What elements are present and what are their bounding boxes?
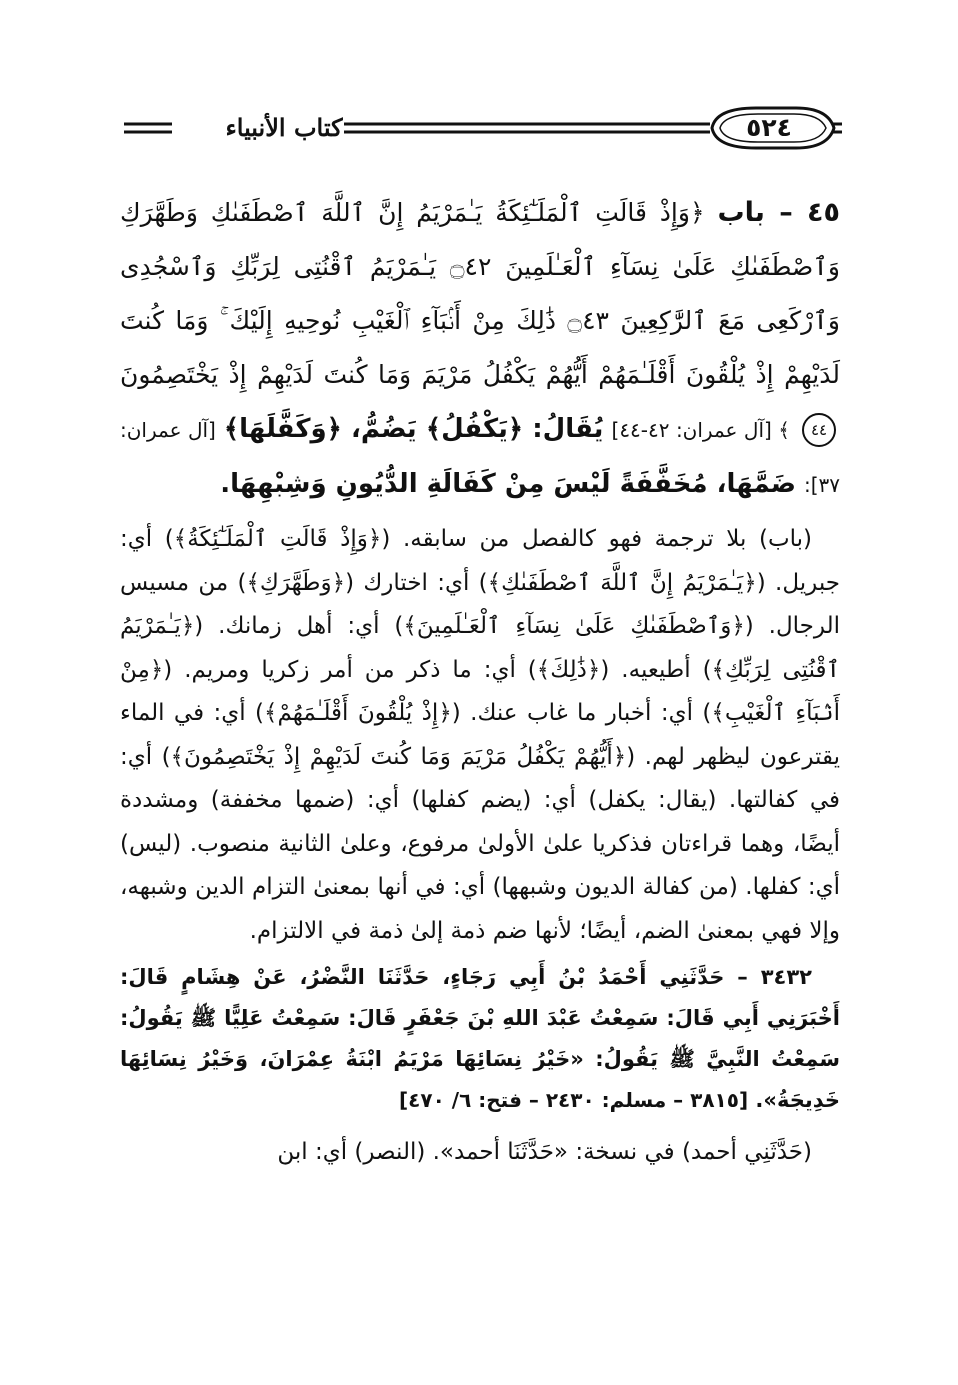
hadith-references: [٣٨١٥ – مسلم: ٢٤٣٠ – فتح: ٦/ ٤٧٠]	[399, 1088, 749, 1112]
running-title: كتاب الأنبياء	[225, 113, 343, 142]
main-text	[120, 186, 840, 1174]
verse-end-marker: ٤٤	[802, 413, 836, 447]
surah-reference: ﴾ [آل عمران: ٤٢-٤٤]	[611, 418, 790, 442]
commentary-paragraph: (باب) بلا ترجمة فهو كالفصل من سابقه. (﴿وَإِذْ قَالَتِ ٱلْمَلَـٰٓئِكَةُ﴾) أي: جبريل. (﴿يَـٰمَرْيَمُ إِنَّ ٱللَّهَ ٱصْطَفَىٰكِ﴾) أي: اختارك (﴿وَطَهَّرَكِ﴾) من مسيس الرجال. (﴿وَٱصْطَفَىٰكِ عَلَىٰ نِسَآءِ ٱلْعَـٰلَمِينَ﴾) أي: أهل زمانك. (﴿يَـٰمَرْيَمُ ٱقْنُتِى لِرَبِّكِ﴾) أطيعيه. (﴿ذَٰلِكَ﴾) أي: ما ذكر من أمر زكريا ومريم. (﴿مِنْ أَنۢبَآءِ ٱلْغَيْبِ﴾) أي: أخبار ما غاب عنك. (﴿إِذْ يُلْقُونَ أَقْلَـٰمَهُمْ﴾) أي: في الماء يقترعون ليظهر لهم. (﴿أَيُّهُمْ يَكْفُلُ مَرْيَمَ وَمَا كُنتَ لَدَيْهِمْ إِذْ يَخْتَصِمُونَ﴾) أي: في كفالتها. (يقال: يكفل) أي: (يضم كفلها) أي: (ضمها مخففة) ومشددة أيضًا، وهما قراءتان فذكريا علىٰ الأولىٰ مرفوع، وعلىٰ الثانية منصوب. (ليس) أي: كفلها. (من كفالة الديون وشبهها) أي: في أنها بمعنىٰ التزام الدين وشبهه، وإلا فهي بمعنىٰ الضم، أيضًا؛ لأنها ضم ذمة إلىٰ ذمة في الالتزام.	[120, 526, 840, 944]
chapter-number: ٤٥ – باب	[717, 197, 840, 228]
commentary-paragraph-2: (حَدَّثَنِي أحمد) في نسخة: «حَدَّثَنَا أحمد». (النصر) أي: ابن	[277, 1139, 812, 1165]
page-number: ٥٢٤	[746, 113, 792, 142]
chapter-heading	[120, 186, 840, 512]
quran-verses: ﴿وَإِذْ قَالَتِ ٱلْمَلَـٰٓئِكَةُ يَـٰمَرْيَمُ إِنَّ ٱللَّهَ ٱصْطَفَىٰكِ وَطَهَّرَكِ وَٱصْطَفَىٰكِ عَلَىٰ نِسَآءِ ٱلْعَـٰلَمِينَ ۝٤٢ يَـٰمَرْيَمُ ٱقْنُتِى لِرَبِّكِ وَٱسْجُدِى وَٱرْكَعِى مَعَ ٱلرَّٰكِعِينَ ۝٤٣ ذَٰلِكَ مِنْ أَنۢبَآءِ ٱلْغَيْبِ نُوحِيهِ إِلَيْكَ ۚ وَمَا كُنتَ لَدَيْهِمْ إِذْ يُلْقُونَ أَقْلَـٰمَهُمْ أَيُّهُمْ يَكْفُلُ مَرْيَمَ وَمَا كُنتَ لَدَيْهِمْ إِذْ يَخْتَصِمُونَ	[120, 198, 841, 389]
hadith-text: ٣٤٣٢ – حَدَّثَنِي أَحْمَدُ بْنُ أَبِي رَجَاءٍ، حَدَّثَنَا النَّضْرُ، عَنْ هِشَامٍ قَالَ: أَخْبَرَنِي أَبِي قَالَ: سَمِعْتُ عَبْدَ اللهِ بْنَ جَعْفَرٍ قَالَ: سَمِعْتُ عَلِيًّا ﷺ يَقُولُ: سَمِعْتُ النَّبِيَّ ﷺ يَقُولُ: «خَيْرُ نِسَائِهَا مَرْيَمُ ابْنَةُ عِمْرَانَ، وَخَيْرُ نِسَائِهَا خَدِيجَةُ».	[120, 965, 840, 1112]
surah-reference-2: [آل عمران: ٣٧]:	[120, 418, 840, 497]
lexical-note: يُقَالُ: ﴿يَكْفُلُ﴾ يَضُمُّ، ﴿وَكَفَّلَهَا﴾	[223, 414, 604, 444]
lexical-note-2: ضَمَّهَا، مُخَفَّفَةً لَيْسَ مِنْ كَفَالَةِ الدُّيُونِ وَشِبْهِهَا.	[220, 469, 797, 499]
hadith-paragraph	[120, 957, 840, 1121]
page-header	[116, 104, 842, 152]
